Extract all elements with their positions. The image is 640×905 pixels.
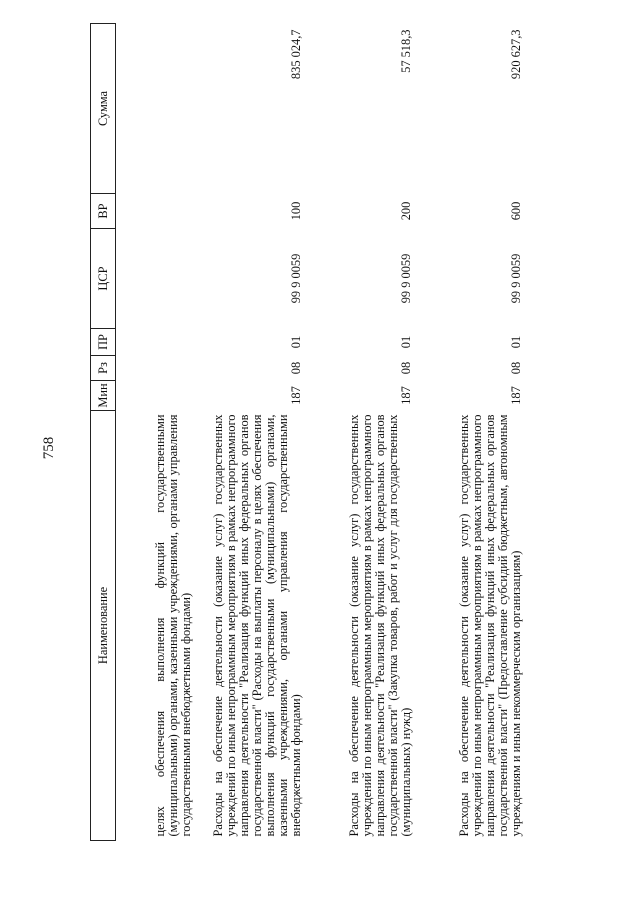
row-rz: 08 (289, 361, 303, 375)
row-csr: 99 9 0059 (509, 253, 523, 304)
row-vr (116, 194, 197, 229)
row-sum (116, 24, 197, 194)
header-csr: ЦСР (91, 229, 116, 329)
row-csr: 99 9 0059 (289, 253, 303, 304)
page-number: 758 (41, 436, 57, 460)
table-row (116, 24, 197, 841)
table-row (306, 24, 416, 841)
budget-table-rotated (90, 24, 535, 841)
header-name: Наименование (91, 411, 116, 841)
row-vr: 600 (509, 201, 523, 221)
header-min: Мин (91, 381, 116, 411)
row-min (116, 381, 197, 411)
row-csr (116, 229, 197, 329)
row-pr: 01 (399, 335, 413, 349)
row-pr (116, 329, 197, 356)
header-pr: ПР (91, 329, 116, 356)
header-vr: ВР (91, 194, 116, 229)
table-row (416, 24, 526, 841)
row-name: Расходы на обеспечение деятельности (оказание услуг) государственных учреждений по иным непрограммным мероприятиям в рамках непрограммного направления деятельности "Реализация функций иных федеральных органов государственной власти" (Расходы на выплаты персоналу в целях обеспечения выполнения функций государственными (муниципальными) органами, казенными учреждениями, органами управления государственными внебюджетными фондами) (211, 414, 303, 837)
row-min: 187 (399, 386, 413, 405)
row-csr: 99 9 0059 (399, 253, 413, 304)
row-name: целях обеспечения выполнения функций государственными (муниципальными) органами, казенными учреждениями, органами управления государственными внебюджетными фондами) (153, 414, 193, 837)
table-row (196, 24, 306, 841)
row-min: 187 (289, 386, 303, 405)
row-rz (116, 356, 197, 381)
header-sum: Сумма (91, 24, 116, 194)
row-pr: 01 (289, 335, 303, 349)
row-pr: 01 (509, 335, 523, 349)
row-name: Расходы на обеспечение деятельности (оказание услуг) государственных учреждений по иным непрограммным мероприятиям в рамках непрограммного направления деятельности "Реализация функций иных федеральных органов государственной власти" (Закупка товаров, работ и услуг для государственных (муниципальных) нужд) (347, 414, 413, 837)
row-rz: 08 (399, 361, 413, 375)
header-rz: Рз (91, 356, 116, 381)
row-vr: 200 (399, 201, 413, 221)
header-row (91, 24, 116, 841)
row-sum: 835 024,7 (289, 29, 303, 80)
row-min: 187 (509, 386, 523, 405)
row-sum: 920 627,3 (509, 29, 523, 80)
row-rz: 08 (509, 361, 523, 375)
row-sum: 57 518,3 (399, 29, 413, 73)
row-vr: 100 (289, 201, 303, 221)
budget-table (90, 23, 526, 841)
row-name: Расходы на обеспечение деятельности (оказание услуг) государственных учреждений по иным непрограммным мероприятиям в рамках непрограммного направления деятельности "Реализация функций иных федеральных органов государственной власти" (Предоставление субсидий бюджетным, автономным учреждениям и иным некоммерческим организациям) (457, 414, 523, 837)
